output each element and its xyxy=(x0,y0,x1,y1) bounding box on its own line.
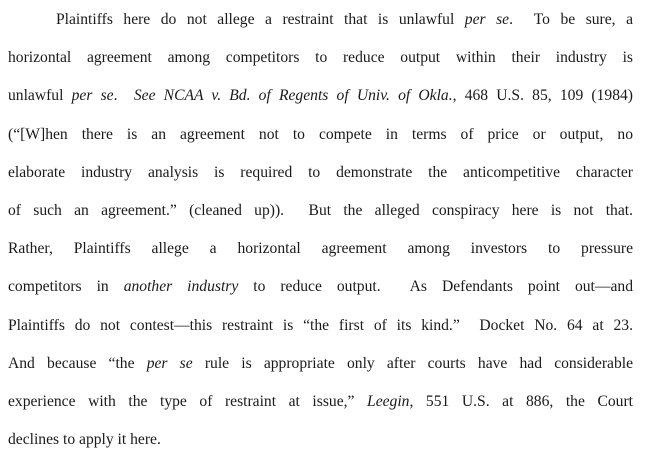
italic-text-run: another industry xyxy=(123,278,239,296)
text-line xyxy=(8,353,633,375)
text-run: declines to apply it here. xyxy=(8,431,161,449)
text-run: Plaintiffs do not contest—this restraint is “the first of its kind.” Docket No. 64 at 23. xyxy=(8,316,633,334)
text-run: (“[W]hen there is an agreement not to compete in terms of price or output, no xyxy=(8,125,633,143)
text-line xyxy=(8,429,633,451)
text-line xyxy=(8,200,633,222)
text-run: to reduce output. As Defendants point out—and xyxy=(238,278,633,296)
text-run: unlawful xyxy=(8,87,72,105)
text-run: , 551 U.S. at 886, the Court xyxy=(409,393,633,410)
text-run: Plaintiffs here do not allege a restraint that is unlawful xyxy=(56,11,465,28)
italic-text-run: per se xyxy=(71,87,114,105)
text-line xyxy=(8,238,633,260)
italic-text-run: per se xyxy=(146,354,193,372)
text-line xyxy=(8,124,633,146)
text-line xyxy=(56,9,633,31)
text-run: Rather, Plaintiffs allege a horizontal agreement among investors to pressure xyxy=(8,240,633,258)
text-run: elaborate industry analysis is required to demonstrate the anticompetitive character xyxy=(8,163,633,181)
text-run: experience with the type of restraint at issue,” xyxy=(8,393,368,410)
text-line xyxy=(8,47,633,69)
text-run: rule is appropriate only after courts have had considerable xyxy=(192,354,633,372)
text-line xyxy=(8,315,633,337)
italic-text-run: Leegin xyxy=(367,393,410,410)
text-run: of such an agreement.” (cleaned up)). But the alleged conspiracy here is not that. xyxy=(8,202,633,219)
text-run: horizontal agreement among competitors to reduce output within their industry is xyxy=(8,49,633,67)
text-run: , 468 U.S. 85, 109 (1984) xyxy=(452,87,633,105)
text-line xyxy=(8,391,633,413)
text-line xyxy=(8,276,633,298)
text-run: competitors in xyxy=(8,278,124,296)
text-run: And because “the xyxy=(8,354,147,372)
text-line xyxy=(8,162,633,184)
text-run: . To be sure, a xyxy=(509,11,634,28)
text-line xyxy=(8,85,633,107)
italic-text-run: per se xyxy=(464,11,510,28)
italic-text-run: See NCAA v. Bd. of Regents of Univ. of Okla. xyxy=(133,87,453,105)
text-run: . xyxy=(113,87,134,105)
